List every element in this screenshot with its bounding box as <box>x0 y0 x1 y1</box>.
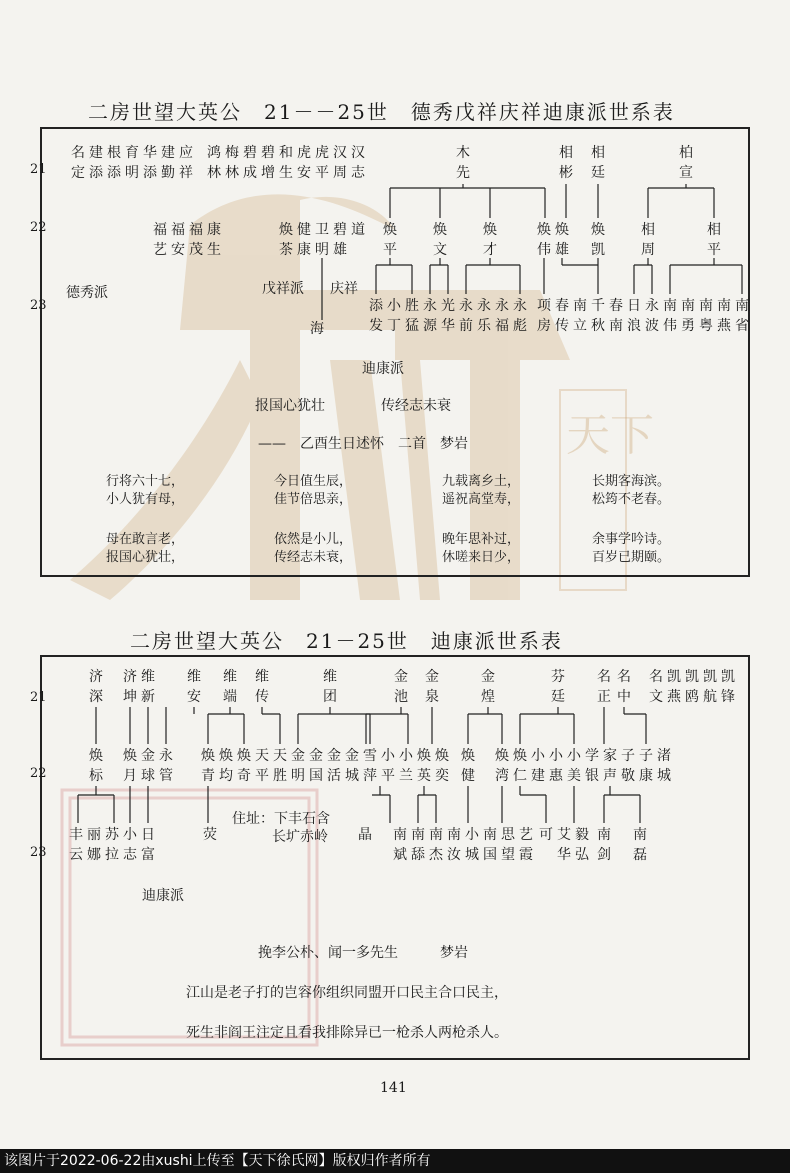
person-name: 小平 <box>381 748 395 784</box>
person-name: 凯锋 <box>721 669 735 705</box>
person-name: 焕均 <box>219 748 233 784</box>
person-name: 凯鸥 <box>685 669 699 705</box>
person-name: 千秋 <box>591 298 605 334</box>
person-name: 苏拉 <box>105 827 119 863</box>
poem2-line1: 江山是老子打的岂容你组织同盟开口民主合口民主， <box>186 985 508 1001</box>
person-name: 小美 <box>567 748 581 784</box>
poem-verse: 余事学吟诗。 <box>592 532 671 547</box>
poem-verse: 传经志未衰， <box>274 550 353 565</box>
person-name: 梅林 <box>225 145 239 181</box>
poem-verse: 佳节倍思亲， <box>274 492 353 507</box>
person-name: 金煌 <box>481 669 495 705</box>
person-name: 福茂 <box>189 222 203 258</box>
person-name: 南斌 <box>393 827 407 863</box>
person-name: 碧成 <box>243 145 257 181</box>
gen-label-21b: 21 <box>30 690 47 705</box>
person-name: 华添 <box>143 145 157 181</box>
gen-label-22: 22 <box>30 220 47 235</box>
person-name: 小建 <box>531 748 545 784</box>
person-name: 永乐 <box>477 298 491 334</box>
person-name: 建添 <box>89 145 103 181</box>
person-name: 建勤 <box>161 145 175 181</box>
person-name: 应祥 <box>179 145 193 181</box>
address-line1: 住址：下丰石含 <box>232 811 330 827</box>
person-name: 焕平 <box>383 222 397 258</box>
branch-label-hai: 海 <box>310 321 324 337</box>
person-name: 项房 <box>537 298 551 334</box>
person-name: 碧增 <box>261 145 275 181</box>
poem-verse: 母在敢言老， <box>106 532 185 547</box>
person-name: 名定 <box>71 145 85 181</box>
person-name: 小丁 <box>387 298 401 334</box>
poem2-line2: 死生非阎王注定且看我排除异已一枪杀人两枪杀人。 <box>186 1025 508 1041</box>
poem-verse: 今日值生辰， <box>274 474 353 489</box>
person-name: 相彬 <box>559 145 573 181</box>
person-name: 焕奇 <box>237 748 251 784</box>
person-name: 学银 <box>585 748 599 784</box>
person-name: 焕湾 <box>495 748 509 784</box>
person-name: 春传 <box>555 298 569 334</box>
person-name: 南磊 <box>633 827 647 863</box>
gen-label-21: 21 <box>30 162 47 177</box>
person-name: 名文 <box>649 669 663 705</box>
branch-label-dikang: 迪康派 <box>362 361 404 377</box>
poem-verse: 小人犹有母， <box>106 492 185 507</box>
page-number: 141 <box>380 1080 407 1096</box>
person-name: 焕青 <box>201 748 215 784</box>
poem-verse: 休嗟来日少， <box>442 550 521 565</box>
person-name: 木先 <box>456 145 470 181</box>
person-name: 焕英 <box>417 748 431 784</box>
person-name: 碧雄 <box>333 222 347 258</box>
person-name: 子康 <box>639 748 653 784</box>
person-name: 金国 <box>309 748 323 784</box>
person-name: 雪萍 <box>363 748 377 784</box>
person-name: 小城 <box>465 827 479 863</box>
gen-label-22b: 22 <box>30 766 47 781</box>
person-name: 永前 <box>459 298 473 334</box>
person-name: 南勇 <box>681 298 695 334</box>
person-name: 卫明 <box>315 222 329 258</box>
gen-label-23b: 23 <box>30 845 47 860</box>
person-name: 健康 <box>297 222 311 258</box>
person-name: 南粤 <box>699 298 713 334</box>
person-name: 艾华 <box>557 827 571 863</box>
person-name: 柏宣 <box>679 145 693 181</box>
poem-verse: 报国心犹壮， <box>106 550 185 565</box>
poem2-title: 挽李公朴、闻一多先生 梦岩 <box>258 945 468 961</box>
person-name: 日浪 <box>627 298 641 334</box>
person-name: 金泉 <box>425 669 439 705</box>
person-name: 春南 <box>609 298 623 334</box>
person-name: 渚城 <box>657 748 671 784</box>
person-name: 相廷 <box>591 145 605 181</box>
person-name: 焕月 <box>123 748 137 784</box>
person-name: 相平 <box>707 222 721 258</box>
branch-label-dikang2: 迪康派 <box>142 888 184 904</box>
person-name: 焕健 <box>461 748 475 784</box>
person-name: 添发 <box>369 298 383 334</box>
person-name: 永管 <box>159 748 173 784</box>
person-name: 焕茶 <box>279 222 293 258</box>
person-name: 鸿林 <box>207 145 221 181</box>
person-name: 南国 <box>483 827 497 863</box>
person-name: 丰云 <box>69 827 83 863</box>
person-name: 汉周 <box>333 145 347 181</box>
person-name: 济深 <box>89 669 103 705</box>
poem-verse: 松筠不老春。 <box>592 492 671 507</box>
poem-verse: 九载离乡土， <box>442 474 521 489</box>
person-name: 名正 <box>597 669 611 705</box>
person-name: 南燕 <box>717 298 731 334</box>
person-name: 家声 <box>603 748 617 784</box>
gen-label-23: 23 <box>30 298 47 313</box>
person-name: 凯燕 <box>667 669 681 705</box>
poem1-title: 报国心犹壮 传经志未衰 <box>255 398 451 414</box>
person-name: 胜猛 <box>405 298 419 334</box>
person-name: 虎安 <box>297 145 311 181</box>
person-name: 南剑 <box>597 827 611 863</box>
person-name: 焕雄 <box>555 222 569 258</box>
person-name: 维新 <box>141 669 155 705</box>
person-name: 金明 <box>291 748 305 784</box>
person-name: 南立 <box>573 298 587 334</box>
section1-title: 二房世望大英公 21－－25世 德秀戊祥庆祥迪康派世系表 <box>88 100 675 124</box>
poem-verse: 遥祝高堂寿， <box>442 492 521 507</box>
person-name: 晶 <box>358 827 372 843</box>
address-line2: 长圹赤岭 <box>272 829 328 845</box>
person-name: 南汝 <box>447 827 461 863</box>
person-name: 南伟 <box>663 298 677 334</box>
person-name: 天胜 <box>273 748 287 784</box>
person-name: 福艺 <box>153 222 167 258</box>
poem-verse: 晚年思补过， <box>442 532 521 547</box>
branch-label-dexiu: 德秀派 <box>66 285 108 301</box>
person-name: 南杰 <box>429 827 443 863</box>
person-name: 育明 <box>125 145 139 181</box>
person-name: 永源 <box>423 298 437 334</box>
section2-title: 二房世望大英公 21－25世 迪康派世系表 <box>130 629 563 653</box>
person-name: 维端 <box>223 669 237 705</box>
person-name: 福安 <box>171 222 185 258</box>
svg-text:天下: 天下 <box>566 410 654 461</box>
person-name: 小志 <box>123 827 137 863</box>
person-name: 永彪 <box>513 298 527 334</box>
branch-label-wuxiang: 戊祥派 <box>262 281 304 297</box>
person-name: 焕文 <box>433 222 447 258</box>
person-name: 根添 <box>107 145 121 181</box>
person-name: 光华 <box>441 298 455 334</box>
person-name: 焕凯 <box>591 222 605 258</box>
person-name: 和生 <box>279 145 293 181</box>
person-name: 焕才 <box>483 222 497 258</box>
person-name: 丽娜 <box>87 827 101 863</box>
person-name: 维团 <box>323 669 337 705</box>
person-name: 名中 <box>617 669 631 705</box>
person-name: 凯航 <box>703 669 717 705</box>
person-name: 南舔 <box>411 827 425 863</box>
person-name: 永福 <box>495 298 509 334</box>
footer-copyright: 该图片于2022-06-22由xushi上传至【天下徐氏网】版权归作者所有 <box>0 1149 790 1173</box>
person-name: 艺霞 <box>519 827 533 863</box>
person-name: 小兰 <box>399 748 413 784</box>
person-name: 康生 <box>207 222 221 258</box>
poem-verse: 依然是小儿， <box>274 532 353 547</box>
branch-label-qingxiang: 庆祥 <box>330 281 358 297</box>
person-name: 维传 <box>255 669 269 705</box>
person-name: 毅弘 <box>575 827 589 863</box>
person-name: 金活 <box>327 748 341 784</box>
poem-verse: 行将六十七， <box>106 474 185 489</box>
person-name: 天平 <box>255 748 269 784</box>
person-name: 焕奕 <box>435 748 449 784</box>
person-name: 虎平 <box>315 145 329 181</box>
person-name: 焕标 <box>89 748 103 784</box>
person-name: 汉志 <box>351 145 365 181</box>
person-name: 芬廷 <box>551 669 565 705</box>
person-name: 日富 <box>141 827 155 863</box>
person-name: 维安 <box>187 669 201 705</box>
person-name: 金池 <box>394 669 408 705</box>
person-name: 小惠 <box>549 748 563 784</box>
person-name: 可 <box>539 827 553 843</box>
poem-verse: 长期客海滨。 <box>592 474 671 489</box>
person-name: 焕伟 <box>537 222 551 258</box>
person-name: 思望 <box>501 827 515 863</box>
person-name: 焕仁 <box>513 748 527 784</box>
person-name: 子敬 <box>621 748 635 784</box>
person-name: 荧 <box>203 827 217 843</box>
person-name: 相周 <box>641 222 655 258</box>
person-name: 金城 <box>345 748 359 784</box>
person-name: 南省 <box>735 298 749 334</box>
person-name: 道 <box>351 222 365 238</box>
poem-verse: 百岁已期颐。 <box>592 550 671 565</box>
person-name: 永波 <box>645 298 659 334</box>
poem1-subtitle: —— 乙酉生日述怀 二首 梦岩 <box>258 436 468 452</box>
person-name: 金球 <box>141 748 155 784</box>
person-name: 济坤 <box>123 669 137 705</box>
